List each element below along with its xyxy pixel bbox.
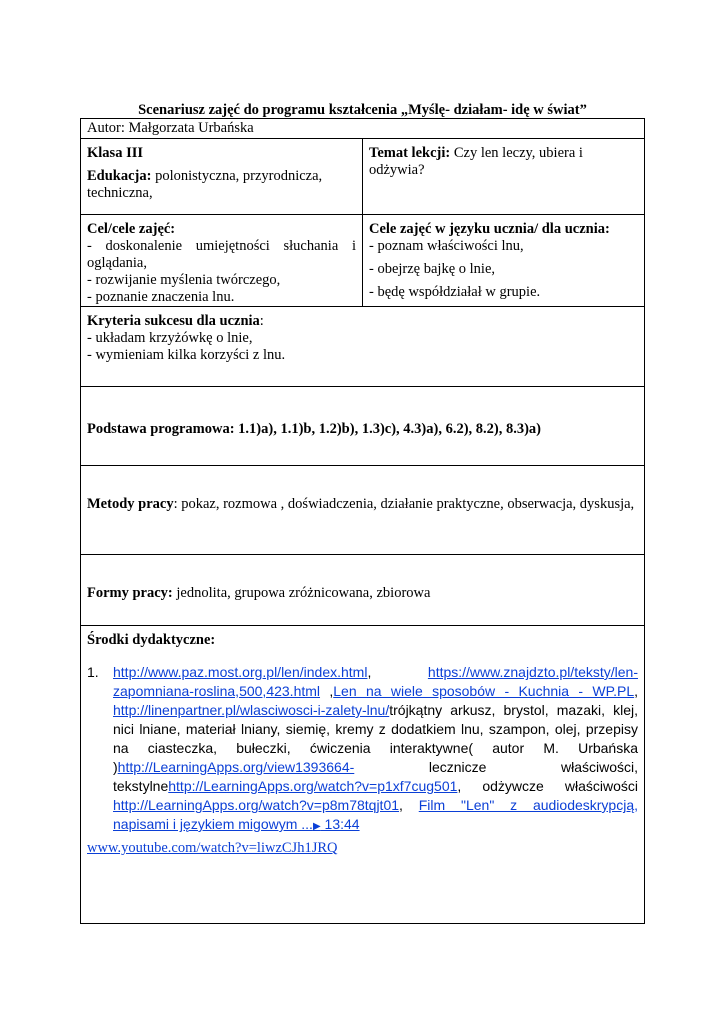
author-line: Autor: Małgorzata Urbańska bbox=[87, 120, 254, 136]
criteria-heading bbox=[87, 313, 638, 330]
resources-row bbox=[81, 625, 644, 923]
nutrition-text: , odżywcze właściwości bbox=[457, 778, 638, 794]
goals-label: Cel/cele zajęć: bbox=[87, 221, 176, 237]
criteria-item: - wymieniam kilka korzyści z lnu. bbox=[87, 347, 286, 363]
criteria-label: Kryteria sukcesu dla ucznia bbox=[87, 313, 260, 329]
methods-row bbox=[81, 465, 644, 554]
paz-link[interactable]: http://www.paz.most.org.pl/len/index.html bbox=[113, 664, 368, 680]
goal-item: - rozwijanie myślenia twórczego, bbox=[87, 272, 281, 288]
wp-link[interactable]: Len na wiele sposobów - Kuchnia - WP.PL bbox=[333, 683, 635, 699]
learningapps-textile-link[interactable]: http://LearningApps.org/watch?v=p1xf7cug501 bbox=[168, 778, 458, 794]
znajdzto-link[interactable]: https://www.znajdzto.pl/teksty/len-zapomniana-roslina,500,423.html bbox=[113, 664, 638, 699]
education-line bbox=[87, 168, 356, 202]
curriculum-row bbox=[81, 386, 644, 465]
play-icon: ▶ bbox=[312, 821, 321, 832]
learningapps-nutrition-link[interactable]: http://LearningApps.org/watch?v=p8m78tqjt01 bbox=[113, 797, 400, 813]
topic-cell bbox=[363, 139, 644, 214]
linenpartner-link[interactable]: http://linenpartner.pl/wlasciwosci-i-zalety-lnu/ bbox=[113, 702, 390, 718]
resources-label: Środki dydaktyczne: bbox=[87, 632, 216, 648]
class-label: Klasa III bbox=[87, 145, 144, 161]
education-value: polonistyczna, przyrodnicza, techniczna, bbox=[87, 168, 323, 201]
separator: , bbox=[320, 683, 334, 699]
list-number: 1. bbox=[87, 664, 99, 680]
separator: , bbox=[367, 664, 428, 680]
student-goals-label: Cele zajęć w języku ucznia/ dla ucznia: bbox=[369, 221, 610, 237]
document-title: Scenariusz zajęć do programu kształcenia „Myślę- działam- idę w świat” bbox=[138, 102, 587, 118]
resources-text bbox=[113, 663, 638, 836]
student-goal-item: - obejrzę bajkę o lnie, bbox=[369, 261, 496, 277]
forms-line bbox=[87, 585, 638, 602]
methods-value: : pokaz, rozmowa , doświadczenia, działanie praktyczne, obserwacja, dyskusja, bbox=[173, 496, 635, 512]
topic-value: Czy len leczy, ubiera i odżywia? bbox=[369, 145, 583, 178]
student-goal-item: - poznam właściwości lnu, bbox=[369, 238, 524, 254]
goals-cell bbox=[81, 215, 363, 306]
materials-text: trójkątny arkusz, brystol, mazaki, klej, nici lniane, materiał lniany, siemię, kremy z dodatkiem lnu, szampon, olej, przepisy na ciasteczka, bułeczki, ćwiczenia interaktywne( autor M. Urbańska ) bbox=[113, 702, 638, 775]
student-goals-cell bbox=[363, 215, 644, 306]
criteria-item: - układam krzyżówkę o lnie, bbox=[87, 330, 253, 346]
learningapps-view-link[interactable]: http://LearningApps.org/view1393664- bbox=[117, 759, 355, 775]
topic-label: Temat lekcji: bbox=[369, 145, 451, 161]
class-cell bbox=[81, 139, 363, 214]
education-label: Edukacja: bbox=[87, 168, 152, 184]
methods-line bbox=[87, 496, 638, 513]
film-title: Film "Len" z audiodeskrypcją, napisami i językiem migowym ... bbox=[113, 797, 639, 832]
student-goal-item: - będę współdziałał w grupie. bbox=[369, 284, 541, 300]
film-duration: 13:44 bbox=[320, 816, 360, 832]
forms-label: Formy pracy: bbox=[87, 585, 173, 601]
youtube-link[interactable]: www.youtube.com/watch?v=liwzCJh1JRQ bbox=[87, 840, 338, 856]
resources-list bbox=[87, 663, 638, 836]
class-topic-row bbox=[81, 138, 644, 214]
lesson-plan-table bbox=[80, 118, 645, 924]
forms-row bbox=[81, 554, 644, 625]
medicinal-text: lecznicze właściwości, tekstylne bbox=[113, 759, 638, 794]
criteria-row bbox=[81, 306, 644, 386]
curriculum-label: Podstawa programowa: bbox=[87, 421, 235, 437]
curriculum-line bbox=[87, 421, 638, 438]
methods-label: Metody pracy bbox=[87, 496, 174, 512]
goal-item: - poznanie znaczenia lnu. bbox=[87, 289, 235, 305]
separator: , bbox=[634, 683, 639, 699]
goal-item: - doskonalenie umiejętności słuchania i oglądania, bbox=[87, 238, 356, 271]
criteria-colon: : bbox=[259, 313, 264, 329]
topic-line bbox=[369, 145, 638, 179]
goals-row bbox=[81, 214, 644, 306]
forms-value: jednolita, grupowa zróżnicowana, zbiorowa bbox=[172, 585, 431, 601]
curriculum-value: 1.1)a), 1.1)b, 1.2)b), 1.3)c), 4.3)a), 6.2), 8.2), 8.3)a) bbox=[234, 421, 542, 437]
separator: , bbox=[399, 797, 419, 813]
